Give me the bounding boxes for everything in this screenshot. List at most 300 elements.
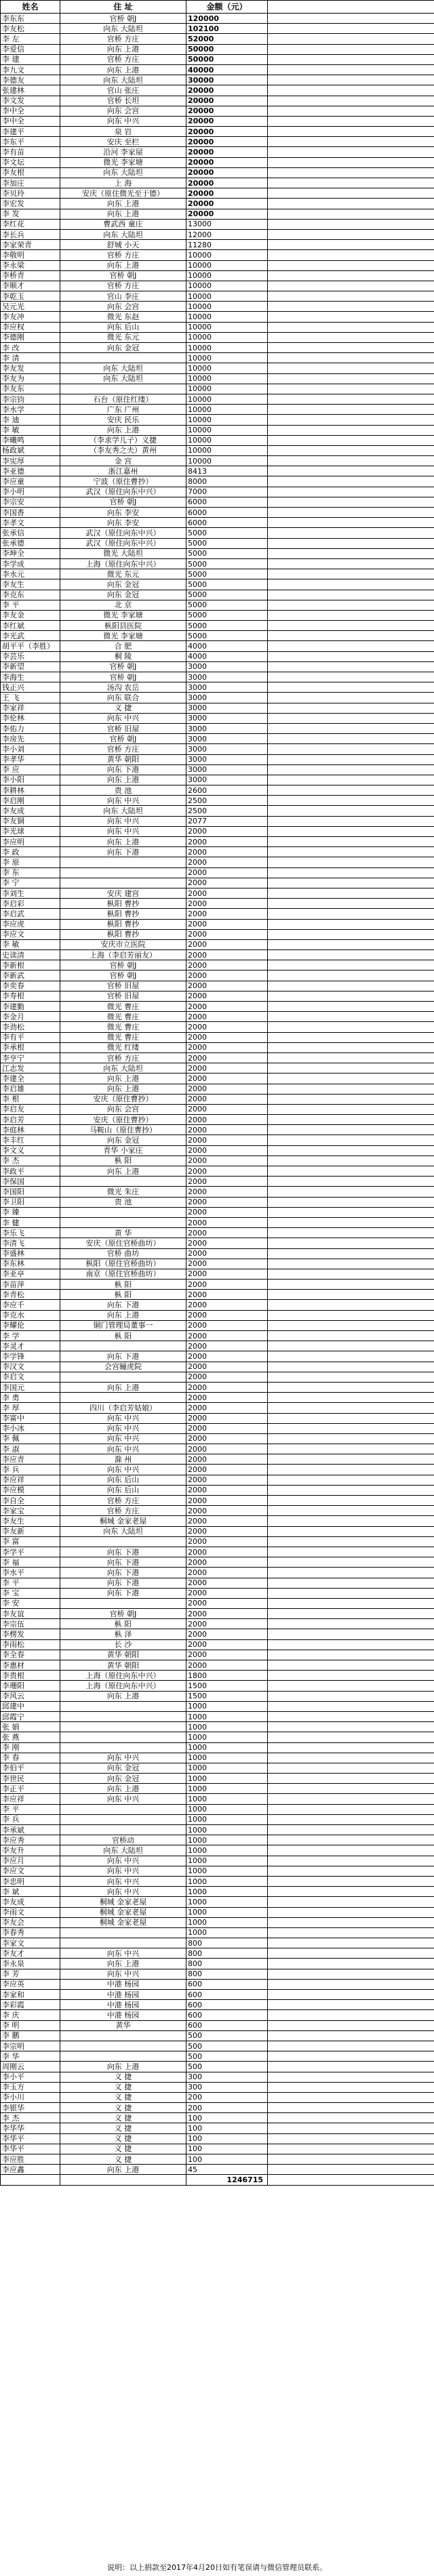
- blank-cell: [268, 1804, 434, 1814]
- table-row: [1, 394, 434, 404]
- donor-address: 义 捷: [60, 2154, 186, 2165]
- donor-address: 上 海: [60, 178, 186, 188]
- donor-amount: 5000: [186, 569, 268, 579]
- donor-name: 李红斌: [1, 621, 60, 631]
- donor-amount: 2000: [186, 1177, 268, 1187]
- donor-address: 向东 大陆坦: [60, 1526, 186, 1536]
- donor-address: 向东 会宫: [60, 302, 186, 312]
- donor-name: 吴元光: [1, 302, 60, 312]
- blank-cell: [268, 2092, 434, 2102]
- table-row: [1, 2041, 434, 2051]
- donor-address: 安庆（原住官桥曲坊）: [60, 1238, 186, 1248]
- table-row: [1, 1948, 434, 1959]
- blank-cell: [268, 816, 434, 826]
- table-row: [1, 2133, 434, 2144]
- table-row: [1, 1588, 434, 1598]
- blank-cell: [268, 558, 434, 569]
- donor-amount: 2000: [186, 857, 268, 867]
- donor-amount: 2000: [186, 899, 268, 909]
- table-row: [1, 1804, 434, 1814]
- donor-address: 贵 池: [60, 1197, 186, 1207]
- donor-address: 向东 上港: [60, 1074, 186, 1084]
- donor-address: 向东 上港: [60, 260, 186, 270]
- donor-address: 安庆（原住曹抄）: [60, 1094, 186, 1104]
- total-row: [1, 2175, 434, 2185]
- donor-name: 李宗明: [1, 2041, 60, 2051]
- donor-address: [60, 1598, 186, 1608]
- donor-amount: 100: [186, 2133, 268, 2144]
- donor-address: 向东 中兴: [60, 1866, 186, 1876]
- donor-address: 向东 后山: [60, 322, 186, 332]
- donor-amount: 10000: [186, 425, 268, 435]
- blank-cell: [268, 1845, 434, 1856]
- donor-address: [60, 1825, 186, 1835]
- table-row: [1, 682, 434, 693]
- blank-cell: [268, 1351, 434, 1362]
- table-row: [1, 116, 434, 126]
- donor-amount: 3000: [186, 713, 268, 723]
- donor-address: 微光 李家塘: [60, 610, 186, 620]
- donor-name: 李友根: [1, 167, 60, 178]
- donor-address: 向东 大陆坦: [60, 75, 186, 85]
- table-row: [1, 1825, 434, 1835]
- donor-name: 李雨松: [1, 1639, 60, 1650]
- blank-cell: [268, 116, 434, 126]
- blank-cell: [268, 1022, 434, 1032]
- donor-amount: 2000: [186, 826, 268, 836]
- donor-name: 李家宝: [1, 1506, 60, 1516]
- donor-address: [60, 1207, 186, 1217]
- donor-address: [60, 1341, 186, 1351]
- blank-cell: [268, 167, 434, 178]
- table-row: [1, 415, 434, 425]
- table-row: [1, 1135, 434, 1145]
- donor-amount: 2500: [186, 806, 268, 816]
- blank-cell: [268, 548, 434, 558]
- donor-name: 李刘生: [1, 888, 60, 898]
- donor-name: 李 勇: [1, 1393, 60, 1403]
- donor-address: 安庆（原住微光至于德）: [60, 188, 186, 199]
- table-row: [1, 384, 434, 394]
- blank-cell: [268, 1650, 434, 1660]
- donor-address: 向东 下港: [60, 1557, 186, 1568]
- table-row: [1, 106, 434, 116]
- blank-cell: [268, 1742, 434, 1753]
- donor-name: 李文义: [1, 1145, 60, 1156]
- donor-name: 李 鹏: [1, 2030, 60, 2041]
- donor-name: 李友东: [1, 384, 60, 394]
- donor-amount: 5000: [186, 579, 268, 590]
- donor-address: 官桥 方庄: [60, 744, 186, 754]
- donor-address: 枞 阳: [60, 1619, 186, 1629]
- total-blank-1: [1, 2175, 60, 2185]
- donor-amount: 2000: [186, 939, 268, 949]
- donor-name: 李苗萍: [1, 1280, 60, 1290]
- blank-cell: [268, 353, 434, 363]
- donor-amount: 6000: [186, 518, 268, 528]
- blank-cell: [268, 1526, 434, 1536]
- blank-cell: [268, 106, 434, 116]
- blank-cell: [268, 1269, 434, 1279]
- blank-cell: [268, 1588, 434, 1598]
- donor-address: 安庆（原住曹抄）: [60, 1115, 186, 1125]
- donor-name: 张承德: [1, 538, 60, 548]
- blank-cell: [268, 466, 434, 476]
- donor-address: [60, 1804, 186, 1814]
- table-row: [1, 188, 434, 199]
- donor-amount: 1000: [186, 1814, 268, 1824]
- table-row: [1, 1990, 434, 2000]
- donor-amount: 2000: [186, 1290, 268, 1300]
- blank-cell: [268, 229, 434, 239]
- table-row: [1, 250, 434, 260]
- donor-name: 李 斌: [1, 1887, 60, 1897]
- table-row: [1, 1691, 434, 1701]
- donor-name: 李新武: [1, 970, 60, 981]
- table-row: [1, 538, 434, 548]
- donor-amount: 100: [186, 2144, 268, 2154]
- table-row: [1, 590, 434, 600]
- donor-address: 桐城 金家老屋: [60, 1516, 186, 1526]
- blank-cell: [268, 2072, 434, 2082]
- donor-amount: 13000: [186, 219, 268, 229]
- blank-cell: [268, 2062, 434, 2072]
- donor-address: 枞阳 曹抄: [60, 909, 186, 919]
- donor-address: 义 捷: [60, 2082, 186, 2092]
- donor-address: 向东 下港: [60, 1300, 186, 1310]
- donor-name: 李 敏: [1, 425, 60, 435]
- donor-name: 李启文: [1, 1372, 60, 1382]
- table-row: [1, 816, 434, 826]
- donor-name: 李建勤: [1, 1002, 60, 1012]
- blank-cell: [268, 796, 434, 806]
- donor-name: 李庭林: [1, 1125, 60, 1135]
- donor-name: 李银华: [1, 2103, 60, 2113]
- blank-cell: [268, 497, 434, 507]
- donor-amount: 10000: [186, 363, 268, 373]
- blank-cell: [268, 147, 434, 157]
- donor-name: 史读清: [1, 950, 60, 960]
- donor-amount: 2000: [186, 1341, 268, 1351]
- blank-cell: [268, 1465, 434, 1475]
- donor-amount: 5000: [186, 528, 268, 538]
- blank-cell: [268, 1887, 434, 1897]
- blank-cell: [268, 1814, 434, 1824]
- donor-address: 汤沟 农岳: [60, 682, 186, 693]
- donor-address: 向东 下港: [60, 1547, 186, 1557]
- table-row: [1, 1259, 434, 1269]
- donor-name: 李 兵: [1, 1465, 60, 1475]
- donor-amount: 3000: [186, 682, 268, 693]
- donor-address: 向东 金冠: [60, 1135, 186, 1145]
- donor-name: 李启武: [1, 909, 60, 919]
- donor-name: 李敬明: [1, 250, 60, 260]
- table-row: [1, 240, 434, 250]
- table-body: [1, 14, 434, 2175]
- donor-address: 枞 阳: [60, 1290, 186, 1300]
- blank-cell: [268, 1598, 434, 1608]
- donor-address: 向东 李安: [60, 518, 186, 528]
- table-row: [1, 1012, 434, 1022]
- donor-address: 向东 大陆坦: [60, 1063, 186, 1074]
- table-row: [1, 1598, 434, 1608]
- table-row: [1, 1526, 434, 1536]
- table-row: [1, 528, 434, 538]
- table-row: [1, 1331, 434, 1341]
- donor-address: 官桥 方庄: [60, 54, 186, 64]
- blank-cell: [268, 1979, 434, 1989]
- table-row: [1, 1701, 434, 1711]
- donor-address: 向东 金冠: [60, 590, 186, 600]
- blank-cell: [268, 250, 434, 260]
- donor-amount: 1500: [186, 1691, 268, 1701]
- donor-name: 李水元: [1, 569, 60, 579]
- donor-amount: 20000: [186, 167, 268, 178]
- blank-cell: [268, 1568, 434, 1578]
- donor-amount: 3000: [186, 754, 268, 764]
- donor-name: 李 华: [1, 2051, 60, 2062]
- blank-cell: [268, 1856, 434, 1866]
- donor-name: 李学锋: [1, 1351, 60, 1362]
- donor-address: 向东 中兴: [60, 1465, 186, 1475]
- donor-name: 李 政: [1, 847, 60, 857]
- donor-name: 李宏发: [1, 199, 60, 209]
- donor-name: 李 庆: [1, 2010, 60, 2020]
- table-row: [1, 1228, 434, 1238]
- blank-cell: [268, 981, 434, 991]
- header-address: 住 址: [60, 1, 186, 14]
- donor-amount: 30000: [186, 75, 268, 85]
- blank-cell: [268, 157, 434, 167]
- donor-name: 李小冰: [1, 1423, 60, 1433]
- table-row: [1, 2072, 434, 2082]
- donor-name: 李耀伦: [1, 1320, 60, 1330]
- table-row: [1, 600, 434, 610]
- blank-cell: [268, 1331, 434, 1341]
- donor-address: 向东 下港: [60, 764, 186, 775]
- table-row: [1, 1290, 434, 1300]
- table-row: [1, 888, 434, 898]
- donor-name: 李伯平: [1, 1763, 60, 1773]
- table-row: [1, 909, 434, 919]
- donor-amount: 20000: [186, 137, 268, 147]
- donor-address: [60, 1393, 186, 1403]
- blank-cell: [268, 1320, 434, 1330]
- donor-address: 微光 红缕: [60, 1042, 186, 1052]
- blank-cell: [268, 322, 434, 332]
- donor-name: 李建全: [1, 1074, 60, 1084]
- blank-cell: [268, 1485, 434, 1495]
- donor-address: 向东 中兴: [60, 1856, 186, 1866]
- donor-amount: 1000: [186, 1917, 268, 1927]
- table-row: [1, 302, 434, 312]
- table-row: [1, 445, 434, 455]
- blank-cell: [268, 1825, 434, 1835]
- donor-name: 李小平: [1, 2072, 60, 2082]
- blank-cell: [268, 2041, 434, 2051]
- donor-name: 李应千: [1, 1300, 60, 1310]
- donor-address: [60, 2030, 186, 2041]
- blank-cell: [268, 291, 434, 302]
- donor-address: 枞 泽: [60, 1629, 186, 1639]
- table-row: [1, 1094, 434, 1104]
- donor-name: 王 飞: [1, 693, 60, 703]
- donor-amount: 2000: [186, 1331, 268, 1341]
- donor-amount: 4000: [186, 641, 268, 651]
- blank-cell: [268, 1300, 434, 1310]
- table-row: [1, 1475, 434, 1485]
- blank-cell: [268, 775, 434, 785]
- blank-cell: [268, 1217, 434, 1227]
- table-row: [1, 1074, 434, 1084]
- donor-name: 李启刚: [1, 796, 60, 806]
- donor-address: 向东 中兴: [60, 1969, 186, 1979]
- donor-amount: 2000: [186, 1320, 268, 1330]
- blank-cell: [268, 384, 434, 394]
- blank-cell: [268, 950, 434, 960]
- donor-address: 向东 上港: [60, 775, 186, 785]
- donor-amount: 100: [186, 2154, 268, 2165]
- donor-amount: 2000: [186, 1187, 268, 1197]
- donor-address: 黄华 朝阳: [60, 1650, 186, 1660]
- donor-address: 向东 下港: [60, 847, 186, 857]
- donor-name: 胡平平（李胜）: [1, 641, 60, 651]
- donor-name: 李启雄: [1, 1084, 60, 1094]
- donor-amount: 7000: [186, 487, 268, 497]
- donor-name: 钱正兴: [1, 682, 60, 693]
- donor-amount: 300: [186, 2072, 268, 2082]
- table-row: [1, 137, 434, 147]
- table-row: [1, 1166, 434, 1177]
- table-row: [1, 1413, 434, 1423]
- donor-address: 向东 中兴: [60, 1433, 186, 1444]
- donor-amount: 3000: [186, 661, 268, 672]
- blank-cell: [268, 199, 434, 209]
- donor-address: 上海（原住向东中兴）: [60, 1671, 186, 1681]
- donor-name: 李 清: [1, 353, 60, 363]
- blank-cell: [268, 1187, 434, 1197]
- donor-name: 李国阳: [1, 1187, 60, 1197]
- donor-address: 中港 杨园: [60, 2010, 186, 2020]
- donor-name: 李乾玉: [1, 291, 60, 302]
- blank-cell: [268, 518, 434, 528]
- donor-address: 安庆 至栏: [60, 137, 186, 147]
- blank-cell: [268, 1207, 434, 1217]
- table-row: [1, 1927, 434, 1938]
- blank-cell: [268, 1547, 434, 1557]
- donor-name: 李友成: [1, 806, 60, 816]
- table-row: [1, 569, 434, 579]
- donor-address: 武汉（原住向东中兴）: [60, 528, 186, 538]
- table-row: [1, 754, 434, 764]
- table-row: [1, 1465, 434, 1475]
- donor-amount: 5000: [186, 610, 268, 620]
- blank-cell: [268, 1959, 434, 1969]
- donor-amount: 2600: [186, 785, 268, 796]
- donor-name: 李伦林: [1, 713, 60, 723]
- blank-cell: [268, 332, 434, 342]
- table-row: [1, 322, 434, 332]
- donor-address: 安庆市立医院: [60, 939, 186, 949]
- table-row: [1, 1002, 434, 1012]
- donor-address: [60, 1177, 186, 1187]
- donor-name: 李应英: [1, 1979, 60, 1989]
- donor-amount: 10000: [186, 415, 268, 425]
- blank-cell: [268, 991, 434, 1001]
- table-row: [1, 1280, 434, 1290]
- blank-cell: [268, 1228, 434, 1238]
- donor-name: 李水平: [1, 1568, 60, 1578]
- donor-name: 李友才: [1, 1948, 60, 1959]
- donor-amount: 1000: [186, 1742, 268, 1753]
- donor-address: 桐城 金家老屋: [60, 1897, 186, 1907]
- donor-name: 李金月: [1, 1012, 60, 1022]
- donor-name: 李应权: [1, 322, 60, 332]
- blank-cell: [268, 34, 434, 44]
- donor-amount: 2000: [186, 1115, 268, 1125]
- donor-amount: 10000: [186, 322, 268, 332]
- donor-address: 微光 大陆坦: [60, 548, 186, 558]
- blank-cell: [268, 1763, 434, 1773]
- donor-name: 李应青: [1, 1454, 60, 1465]
- donor-address: [60, 2051, 186, 2062]
- donor-name: 李学成: [1, 558, 60, 569]
- blank-cell: [268, 1125, 434, 1135]
- donor-amount: 600: [186, 1979, 268, 1989]
- donor-amount: 40000: [186, 64, 268, 75]
- blank-cell: [268, 1444, 434, 1454]
- table-row: [1, 837, 434, 847]
- table-row: [1, 929, 434, 939]
- blank-cell: [268, 579, 434, 590]
- blank-cell: [268, 1578, 434, 1588]
- donor-amount: 2500: [186, 796, 268, 806]
- donor-name: 李应虎: [1, 919, 60, 929]
- donor-name: 李光武: [1, 631, 60, 641]
- table-row: [1, 2165, 434, 2175]
- table-row: [1, 641, 434, 651]
- donor-amount: 2000: [186, 1433, 268, 1444]
- blank-cell: [268, 1032, 434, 1042]
- donor-name: 李友成: [1, 1897, 60, 1907]
- blank-cell: [268, 1094, 434, 1104]
- table-row: [1, 476, 434, 487]
- donor-amount: 2000: [186, 1516, 268, 1526]
- donor-address: 铜门管理局董事一: [60, 1320, 186, 1330]
- blank-cell: [268, 909, 434, 919]
- blank-cell: [268, 1496, 434, 1506]
- table-row: [1, 1403, 434, 1413]
- table-row: [1, 1382, 434, 1392]
- donor-amount: 3000: [186, 744, 268, 754]
- donor-amount: 2000: [186, 1351, 268, 1362]
- table-row: [1, 764, 434, 775]
- donor-address: 向东 金冠: [60, 343, 186, 353]
- donor-amount: 6000: [186, 497, 268, 507]
- donor-amount: 1000: [186, 1732, 268, 1742]
- donor-address: 向东 后山: [60, 1475, 186, 1485]
- donor-name: 李应童: [1, 476, 60, 487]
- donor-amount: 4000: [186, 651, 268, 661]
- table-row: [1, 487, 434, 497]
- donor-name: 李 福: [1, 1557, 60, 1568]
- table-row: [1, 1681, 434, 1691]
- table-row: [1, 456, 434, 466]
- blank-cell: [268, 1784, 434, 1794]
- blank-cell: [268, 1403, 434, 1413]
- blank-cell: [268, 1948, 434, 1959]
- donor-amount: 50000: [186, 44, 268, 54]
